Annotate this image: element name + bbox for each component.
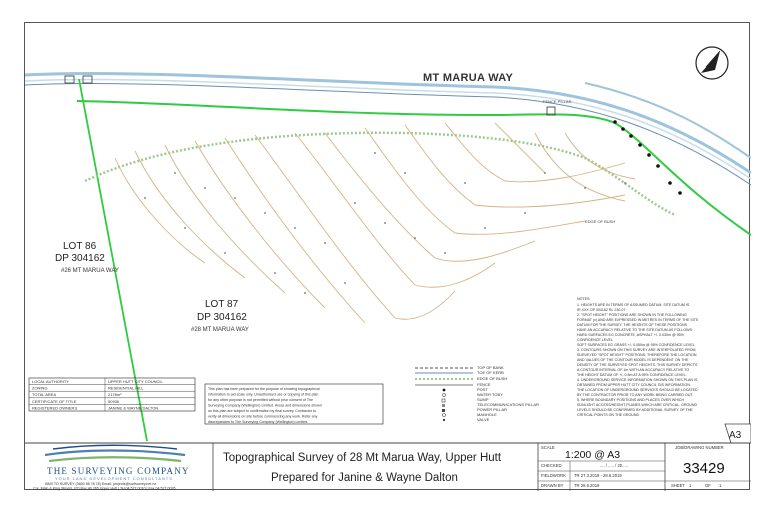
lot-86-dp: DP 304162 [55,253,105,264]
note-line: CRITICAL POINTS ON THE GROUND [577,413,640,417]
lot-87-name: LOT 87 [205,299,239,310]
road-carriageway [25,74,751,185]
scale-value: 1:200 @ A3 [565,449,621,461]
drawn-label: DRAWN BY [541,483,564,488]
note-line: AND VALUES OF THE CONTOUR MODEL IS DEPENDENT ON THE [577,358,689,362]
company-tagline: YOUR LAND DEVELOPMENT CONSULTANTS [55,476,173,481]
legend-label: SUMP [477,397,489,402]
notes-block [577,297,699,417]
legend-label: VALVE [477,417,490,422]
note-line: SUNLIGHT ACCESS/HEIGHT PLANES WHICH ARE CRITICAL, GROUND [577,403,698,407]
note-line: THE HEIGHT DATUM OF +/- 0.5m AT A 95% CONFIDENCE LEVEL. [577,373,687,377]
notes-title: NOTES: [577,297,591,301]
legend-label: FENCE [477,382,491,387]
property-label: REGISTERED OWNERS [32,405,78,411]
note-line: A CONTOUR INTERVAL OF 1m WITH AN ACCURACY RELATIVE TO [577,368,690,372]
note-line: DENSITY OF THE SURVEYED SPOT HEIGHTS. THIS SURVEY DEPICTS [577,363,698,367]
property-value: RESIDENTIAL HILL [108,385,144,391]
fieldwork-label: FIELDWORK [541,473,566,478]
property-table [29,378,195,411]
note-line: IR XXX OP 304162 RL 230.07 [577,308,626,312]
note-line: HARD SURFACES EG CONCRETE, ASPHALT +/- 0.030m @ 95% [577,333,684,337]
company-logo [45,445,185,461]
job-number: 33429 [683,460,725,477]
lot-86-address: #26 MT MARUA WAY [61,268,119,274]
of-value: 1 [719,483,722,488]
property-value: JANINE & WAYNE DALTON [108,405,159,411]
note-line: 3. CONTOURS SHOWN ON THIS SURVEY ARE INTERPOLATED FROM [577,348,696,352]
lot-87-dp: DP 304162 [197,312,247,323]
note-line: THE LOCATION OF UNDERGROUND SERVICES SHOULD BE LOCATED [577,388,698,392]
job-number-label: JOB/DRAWING NUMBER [675,445,724,450]
survey-sheet [24,22,750,490]
fieldwork-value: TR 27.3.2019 - 28.6.2019 [574,473,622,478]
lot-87-address: #28 MT MARUA WAY [191,327,249,333]
note-line: 5. WHERE BOUNDARY POSITIONS AND PLACES OVER WHICH [577,398,685,402]
legend-label: POST [477,387,488,392]
note-line: SURVEYED "SPOT HEIGHT" POSITIONS, THEREFORE THE LOCATION [577,353,697,357]
disclaimer-box [205,384,383,424]
title-block [25,443,751,491]
fence-posts [613,120,682,195]
scale-label: SCALE [541,445,555,450]
drawing-subtitle: Prepared for Janine & Wayne Dalton [271,472,458,484]
note-line: 2. "SPOT HEIGHT" POSITIONS ARE SHOWN IN THE FOLLOWING [577,313,687,317]
company-contact: 0800 TO SURVEY (0800 86 78 78) Email: projects@surfsurvey.net.nz [45,482,157,486]
legend-label: MANHOLE [477,412,497,417]
note-line: SOFT SURFACES EG GRASS +/- 0.050m @ 95% CONFIDENCE LEVEL [577,343,695,347]
fence-pillar-label: FENCE PILLAR [543,99,572,104]
legend-label: WATER TOBY [477,392,503,397]
sheet-size-marker [725,424,751,443]
note-line: FORMAT (x) AND ARE EXPRESSED IN METRES IN TERMS OF THE SITE [577,318,699,322]
note-line: DATUM FOR THE SURVEY. THE HEIGHTS OF THESE POSITIONS [577,323,688,327]
note-line: 4. UNDERGROUND SERVICE INFORMATION SHOWN ON THIS PLAN IS [577,378,698,382]
drawing-title: Topographical Survey of 28 Mt Marua Way, Upper Hutt [223,452,502,464]
checked-value: .... / ..... / 20..... [600,463,628,468]
property-label: CERTIFICATE OF TITLE [32,398,77,404]
legend-label: EDGE OF BUSH [477,376,508,381]
drawn-value: TR 28.6.2019 [574,483,600,488]
company-name: THE SURVEYING COMPANY [47,466,190,476]
sheet-label: SHEET [671,483,685,488]
disclaimer-line: Surveying Company (Wellington) Limited. Areas and dimensions shown [208,403,322,408]
disclaimer-line: information to aid scale only. Unauthorised use or copying of this plan [208,392,319,397]
edge-of-bush-line [85,133,675,215]
property-label: LOCAL AUTHORITY [32,379,69,384]
disclaimer-line: for any other purpose is not permitted without prior consent of The [208,398,314,402]
company-address: Cnr. Main & King Streets, PO Box 40 365 Upper Hutt | Tel 04 527 0010 | Fax 04 527 0026 [33,486,176,491]
property-value: UPPER HUTT CITY COUNCIL [108,379,163,384]
of-label: OF [705,483,711,488]
sheet-size-label: A3 [729,430,742,441]
property-value: 50936 [108,398,120,404]
property-label: TOTAL AREA [32,392,57,398]
legend-label: TOP OF BANK [477,365,504,370]
note-line: BY THE CONTRACTOR PRIOR TO ANY WORK BEING CARRIED OUT. [577,393,694,397]
disclaimer-line: discrepancies to The Surveying Company (Wellington) Limited. [208,420,309,424]
road-name: MT MARUA WAY [423,72,514,84]
legend-label: POWER PILLAR [477,407,508,412]
disclaimer-line: verify all dimensions on site before commencing any work. Refer any [208,414,318,419]
note-line: LEVELS SHOULD BE CONFIRMED BY ADDITIONAL SURVEY OF THE [577,408,693,412]
disclaimer-line: This plan has been prepared for the purpose of showing topographical [208,387,320,391]
lot-86-name: LOT 86 [63,241,97,252]
disclaimer-line: on this plan are subject to confirmation by final survey. Contractor to [208,409,316,413]
note-line: CONFIDENCE LEVEL [577,338,613,342]
property-label: ZONING [32,385,48,391]
legend [415,365,539,422]
note-line: 1. HEIGHTS ARE IN TERMS OF ASSUMED DATUM. SITE DATUM IS [577,303,690,307]
checked-label: CHECKED [541,463,562,468]
note-line: OBTAINED FROM UPPER HUTT CITY COUNCIL GIS INFORMATION. [577,383,691,387]
sheet-value: 1 [689,483,692,488]
edge-of-bush-label: EDGE OF BUSH [585,219,616,224]
legend-label: TELECOMMUNICATIONS PILLAR [477,402,539,407]
property-value: 2178m² [108,392,122,398]
legend-label: TOE OF KERB [477,370,504,375]
north-arrow [696,47,728,79]
note-line: HAVE AN ACCURACY RELATIVE TO THE SITE DATUM AS FOLLOWS: [577,328,693,332]
survey-plan [25,23,751,491]
front-boundary-line [77,101,751,235]
